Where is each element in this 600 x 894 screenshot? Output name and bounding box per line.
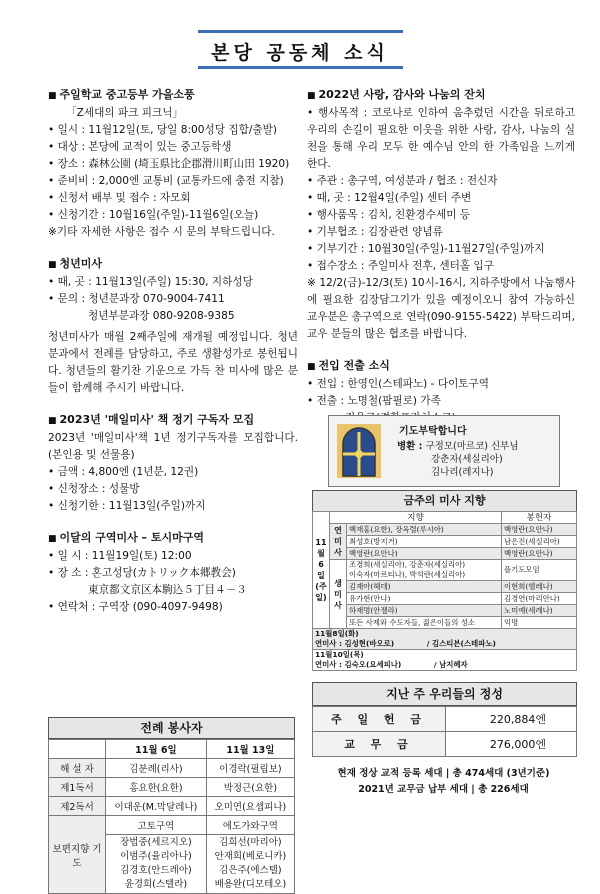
square-icon: ■	[48, 91, 57, 101]
table-header: 지향	[330, 512, 502, 524]
table-row: 최성호(방지거) 남은진(세실리아)	[313, 536, 577, 548]
table-row: 연미사 백재홍(요한), 장옥렬(루시아) 백영란(요안나)	[313, 524, 577, 536]
info-line: • 기부기간 : 10월30일(주일)-11월27일(주일)까지	[307, 243, 545, 255]
section-heading: ■ 2022년 사랑, 감사와 나눔의 잔치	[307, 88, 486, 101]
square-icon: ■	[307, 362, 316, 372]
info-line: • 금액 : 4,800엔 (1년분, 12권)	[48, 466, 199, 478]
table-row: 하재명(안젤라) 노미예(세례나)	[313, 605, 577, 617]
info-line: • 일 시 : 11월19일(토) 12:00	[48, 550, 192, 562]
table-row: 교 무 금 276,000엔	[313, 732, 577, 757]
table-row: 생미사 조경희(세실리아), 강춘자(세실리아) 이숙자(마르티나), 박석란(세실리아) 플기도모임	[313, 560, 577, 581]
prayer-label: 보편지향 기 도	[49, 816, 106, 894]
table-row: 제2독서 이대운(M.막달레나) 오미연(요셉피나)	[49, 797, 295, 816]
section-heading: ■ 이달의 구역미사 – 토시마구역	[48, 531, 205, 544]
mass-table	[312, 511, 577, 671]
offering-table	[312, 706, 577, 757]
table-row: 백영란(요안나) 백영란(요안나)	[313, 548, 577, 560]
picnic-subtitle: 「Z세대의 파크 피크닉」	[66, 107, 184, 119]
table-row: 11월10일(목) 연미사 : 김숙오(요세피나) / 남지혜자	[313, 650, 577, 671]
subscription-paragraph: 2023년 '매일미사'책 1년 정기구독자를 모집합니다. (본인용 및 선물용)	[48, 432, 298, 461]
section-heading: ■ 주일학교 중고등부 가을소풍	[48, 88, 195, 101]
table-header: 11월 13일	[206, 740, 294, 759]
title-rule-top	[198, 30, 403, 33]
table-row: 김재아(헤데) 이현희(헬레나)	[313, 581, 577, 593]
square-icon: ■	[48, 260, 57, 270]
info-line: • 문의 : 청년분과장 070-9004-7411	[48, 293, 225, 305]
zone-name: 고토구역	[106, 816, 207, 835]
info-line: • 연락처 : 구역장 (090-4097-9498)	[48, 601, 223, 613]
square-icon: ■	[307, 91, 316, 101]
info-line: • 대상 : 본당에 교적이 있는 중고등학생	[48, 141, 232, 153]
info-line: 청년부분과장 080-9208-9385	[88, 310, 235, 322]
service-title: 전례 봉사자	[48, 717, 295, 739]
youth-mass-paragraph: 청년미사가 매월 2째주일에 재개될 예정입니다. 청년분과에서 전례를 담당하고, 주로 생활성가로 봉헌됩니다. 청년들의 활기찬 기운으로 가득 찬 미사에 많은 분들이 함께해 주시기 바랍니다.	[48, 331, 298, 394]
prayer-title: 기도부탁합니다	[399, 426, 467, 437]
section-heading: ■ 2023년 '매일미사' 책 정기 구독자 모집	[48, 413, 255, 426]
info-line: • 신청기한 : 11월13일(주일)까지	[48, 500, 206, 512]
info-line: ※기타 자세한 사항은 접수 시 문의 부탁드립니다.	[48, 226, 275, 238]
info-line: 東京都文京区本駒込５丁目４－３	[88, 584, 247, 596]
info-line: • 주관 : 총구역, 여성분과 / 협조 : 전신자	[307, 175, 498, 187]
square-icon: ■	[48, 534, 57, 544]
zone-name: 에도가와구역	[206, 816, 294, 835]
info-line: • 장 소 : 혼고성당(カトリック本郷教会)	[48, 567, 236, 579]
info-line: • 행사품목 : 김치, 친환경수세미 등	[307, 209, 471, 221]
info-line: • 일시 : 11월12일(토, 당일 8:00성당 집합/출발)	[48, 124, 278, 136]
registration-stats: 현재 정상 교적 등록 세대 | 총 474세대 (3년기준) 2021년 교무금 납부 세대 | 총 226세대	[337, 768, 550, 795]
title-rule-bottom	[198, 66, 403, 69]
square-icon: ■	[48, 416, 57, 426]
mass-title: 금주의 미사 지향	[312, 490, 577, 512]
table-row: 해 설 자 김분례(리사) 이경락(필립보)	[49, 759, 295, 778]
info-line: • 전입 : 한영인(스테파노) - 다이토구역	[307, 378, 490, 390]
info-line: • 접수장소 : 주일미사 전후, 센터홀 입구	[307, 260, 494, 272]
table-header: 11월 6일	[106, 740, 207, 759]
page-title: 본당 공동체 소식	[211, 42, 389, 64]
right-column	[307, 86, 575, 427]
info-line: • 기부협조 : 김장관련 양념류	[307, 226, 443, 238]
table-row: 주 일 헌 금 220,884엔	[313, 707, 577, 732]
table-row: 제1독서 홍요한(요한) 박정근(요한)	[49, 778, 295, 797]
weekly-title: 지난 주 우리들의 정성	[312, 682, 577, 706]
stained-glass-icon	[337, 424, 381, 478]
info-line: • 전출 : 노명철(팜필로) 가족	[307, 395, 441, 407]
left-column	[48, 86, 298, 616]
table-row: 11월8일(화) 연미사 : 김성현(바오로) / 김스티븐(스테파노)	[313, 629, 577, 650]
table-row	[49, 816, 295, 835]
info-line: • 준비비 : 2,000엔 교통비 (교통카드에 충전 지참)	[48, 175, 284, 187]
section-heading: ■ 전입 전출 소식	[307, 359, 390, 372]
info-line: • 장소 : 森林公園 (埼玉県比企郡滑川町山田 1920)	[48, 158, 290, 170]
prayer-request-box	[328, 415, 560, 487]
prayer-list: 병환 : 구정모(마르코) 신부님 강춘자(세실리아) 김나리(레지나)	[397, 441, 519, 478]
section-heading: ■ 청년미사	[48, 257, 103, 270]
info-line: • 때, 곳 : 11월13일(주일) 15:30, 지하성당	[48, 276, 253, 288]
info-line: • 신청기간 : 10월16일(주일)-11월6일(오늘)	[48, 209, 259, 221]
table-row: 장법중(세르지오) 이범주(율리아나) 김경호(안드레아) 윤경희(스텔라) 김희선(마리아) 안재희(베로니카) 김은주(에스텔) 배용완(디모테오)	[49, 835, 295, 894]
group-label: 생미사	[330, 560, 347, 629]
mass-date: 11월6일(주일)	[313, 512, 330, 629]
info-line: • 때, 곳 : 12월4일(주일) 센터 주변	[307, 192, 472, 204]
group-label: 연미사	[330, 524, 347, 560]
table-header	[49, 740, 106, 759]
info-line: • 신청장소 : 성물방	[48, 483, 140, 495]
info-line: • 행사목적 : 코로나로 인하여 움추렸던 시간을 뒤로하고 우리의 손길이 필요한 이웃을 위한 사랑, 감사, 나눔의 실천을 통해 우리 모두 한 예수님 안의 한 가족임을 느끼게 한다.	[307, 107, 575, 170]
table-header: 봉헌자	[502, 512, 577, 524]
table-row: 유가현(안나) 김경연(마리안나)	[313, 593, 577, 605]
info-line: • 신청서 배부 및 접수 : 자모회	[48, 192, 191, 204]
service-table	[48, 739, 295, 894]
info-line: ※ 12/2(금)-12/3(토) 10시-16시, 지하주방에서 나눔행사에 필요한 김장담그기가 있을 예정이오니 참여 가능하신 교우분은 총구역으로 연락(090-9155-5422) 부탁드리며, 교우 분들의 많은 협조를 바랍니다.	[307, 277, 575, 340]
table-row: 또든 사제와 수도자들, 젊은이들의 성소 익명	[313, 617, 577, 629]
